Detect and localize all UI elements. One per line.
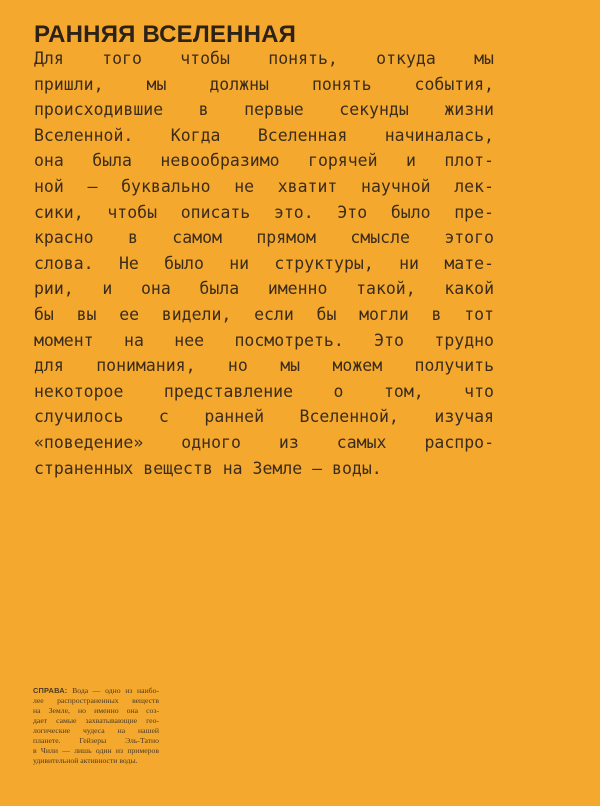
caption-line: удивительной активности воды. [33, 756, 138, 765]
body-line: слова. Не было ни структуры, ни мате- [34, 253, 494, 273]
body-line: ной – буквально не хватит научной лек- [34, 176, 494, 196]
body-line: Вселенной. Когда Вселенная начиналась, [34, 125, 494, 145]
body-line: для понимания, но мы можем получить [34, 356, 494, 376]
body-text [34, 46, 494, 481]
photo-caption [33, 686, 159, 766]
caption-line: логические чудеса на нашей [33, 726, 159, 735]
body-line: случилось с ранней Вселенной, изучая [34, 407, 494, 427]
body-line: бы вы ее видели, если бы могли в тот [34, 304, 494, 324]
caption-label: СПРАВА: [33, 686, 68, 695]
caption-text: Вода — одно из наибо- [72, 686, 159, 695]
body-line: происходившие в первые секунды жизни [34, 100, 494, 120]
body-line: она была невообразимо горячей и плот- [34, 151, 494, 171]
body-line: страненных веществ на Земле – воды. [34, 458, 382, 478]
caption-line: планете. Гейзеры Эль-Татио [33, 736, 159, 745]
body-line: сики, чтобы описать это. Это было пре- [34, 202, 494, 222]
section-heading: РАННЯЯ ВСЕЛЕННАЯ [34, 21, 297, 48]
caption-line: в Чили — лишь один из примеров [33, 746, 159, 755]
body-line: некоторое представление о том, что [34, 381, 494, 401]
body-line: рии, и она была именно такой, какой [34, 279, 494, 299]
body-line: пришли, мы должны понять события, [34, 74, 494, 94]
caption-first-line [33, 686, 159, 696]
caption-line: лее распространенных веществ [33, 696, 159, 705]
body-line: момент на нее посмотреть. Это трудно [34, 330, 494, 350]
body-line: красно в самом прямом смысле этого [34, 228, 494, 248]
body-line: «поведение» одного из самых распро- [34, 432, 494, 452]
body-line: Для того чтобы понять, откуда мы [34, 49, 494, 68]
caption-line: на Земле, но именно она соз- [33, 706, 159, 715]
caption-line: дает самые захватывающие гео- [33, 716, 159, 725]
